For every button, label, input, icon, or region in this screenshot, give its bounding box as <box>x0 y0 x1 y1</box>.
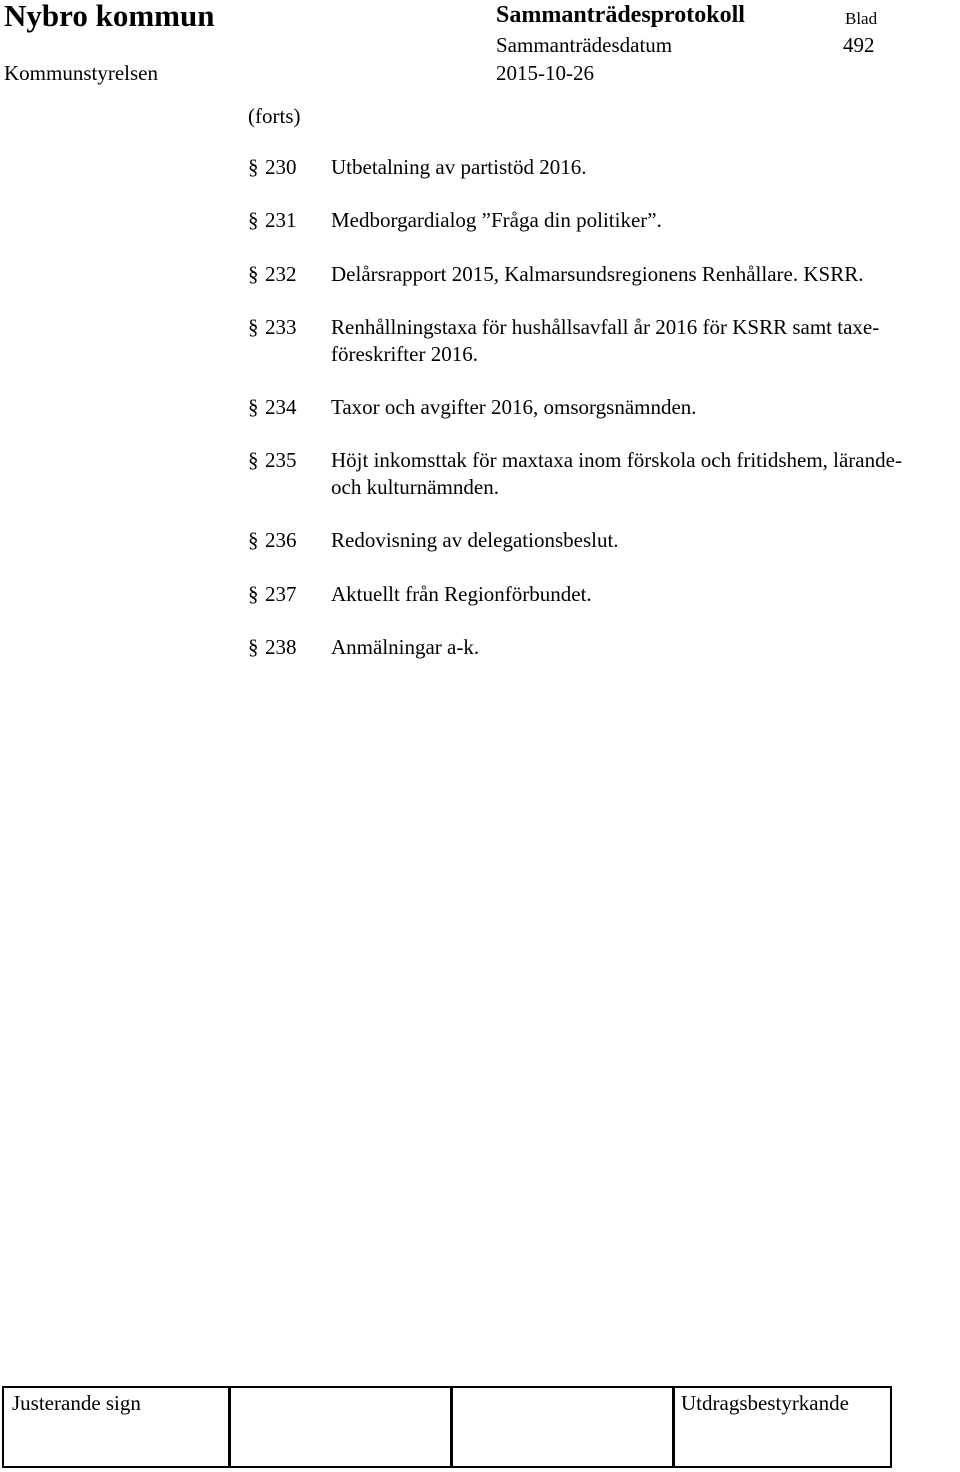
item-text: Medborgardialog ”Fråga din politiker”. <box>331 208 662 232</box>
agenda-item <box>248 634 960 661</box>
section-symbol: § <box>248 315 259 339</box>
item-number: 238 <box>265 635 297 659</box>
item-text: Aktuellt från Regionförbundet. <box>331 582 592 606</box>
agenda-item <box>248 314 960 368</box>
item-number: 233 <box>265 315 297 339</box>
item-text: Höjt inkomsttak för maxtaxa inom förskola och fritidshem, lärande- och kulturnämnden. <box>331 448 902 499</box>
section-symbol: § <box>248 448 259 472</box>
item-number: 237 <box>265 582 297 606</box>
signature-cell <box>450 1388 672 1466</box>
item-text: Anmälningar a-k. <box>331 635 480 659</box>
item-text: Delårsrapport 2015, Kalmarsundsregionens Renhållare. KSRR. <box>331 262 864 286</box>
signature-cell <box>228 1388 450 1466</box>
item-number: 235 <box>265 448 297 472</box>
agenda-item <box>248 207 960 234</box>
agenda-item <box>248 261 960 288</box>
section-symbol: § <box>248 208 259 232</box>
section-symbol: § <box>248 582 259 606</box>
page-label: Blad <box>845 9 878 28</box>
section-symbol: § <box>248 635 259 659</box>
continued-label: (forts) <box>248 104 301 128</box>
item-text: Renhållningstaxa för hushållsavfall år 2016 för KSRR samt taxe- föreskrifter 2016. <box>331 315 880 366</box>
agenda-item <box>248 527 960 554</box>
section-symbol: § <box>248 528 259 552</box>
signature-table <box>2 1386 892 1468</box>
utdragsbestyrkande-label: Utdragsbestyrkande <box>681 1391 849 1415</box>
item-number: 232 <box>265 262 297 286</box>
section-symbol: § <box>248 262 259 286</box>
justerande-sign-label: Justerande sign <box>12 1391 141 1415</box>
item-text: Redovisning av delegationsbeslut. <box>331 528 619 552</box>
section-symbol: § <box>248 155 259 179</box>
meeting-date: 2015-10-26 <box>496 61 594 85</box>
item-number: 234 <box>265 395 297 419</box>
item-number: 236 <box>265 528 297 552</box>
agenda-item <box>248 154 960 181</box>
agenda-item <box>248 394 960 421</box>
agenda-item <box>248 447 960 501</box>
item-text: Taxor och avgifter 2016, omsorgsnämnden. <box>331 395 697 419</box>
page-number: 492 <box>843 33 875 57</box>
committee-name: Kommunstyrelsen <box>4 61 158 85</box>
item-text: Utbetalning av partistöd 2016. <box>331 155 587 179</box>
agenda-item <box>248 581 960 608</box>
item-number: 231 <box>265 208 297 232</box>
item-number: 230 <box>265 155 297 179</box>
meeting-date-label: Sammanträdesdatum <box>496 33 673 57</box>
signature-cell-justerande <box>4 1388 228 1466</box>
section-symbol: § <box>248 395 259 419</box>
organization-name: Nybro kommun <box>4 0 215 33</box>
document-title: Sammanträdesprotokoll <box>496 2 745 28</box>
signature-cell-utdrag <box>672 1388 890 1466</box>
